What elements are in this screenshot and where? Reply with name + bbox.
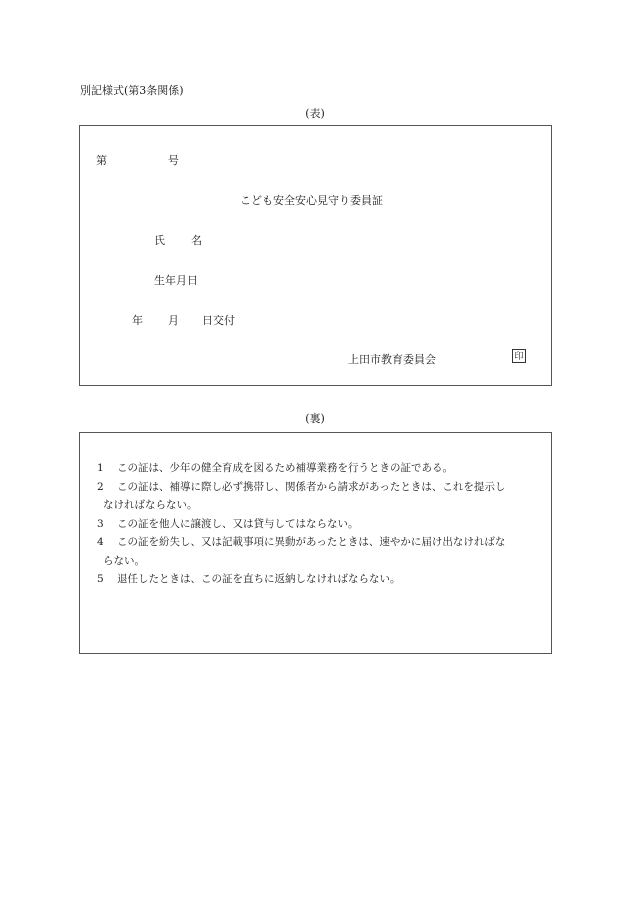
rule-number: 3 [97, 517, 104, 530]
rule-number: 4 [97, 536, 104, 548]
rule-text: 退任したときは、この証を直ちに返納しなければならない。 [117, 573, 401, 585]
rule-text-continued: なければならない。 [103, 499, 198, 511]
card-back [79, 432, 552, 654]
rule-number: 1 [97, 462, 104, 474]
back-side-label: (裏) [305, 412, 325, 425]
issue-month-label: 月 [168, 314, 179, 327]
rule-item [97, 478, 547, 515]
rule-item [97, 459, 547, 478]
issuer-name: 上田市教育委員会 [348, 353, 436, 366]
seal-stamp: 印 [512, 349, 526, 363]
rule-item [97, 533, 547, 570]
name-label-second: 名 [191, 234, 202, 247]
rule-number: 5 [97, 573, 104, 585]
birthdate-label: 生年月日 [154, 274, 198, 287]
rule-text: この証を他人に譲渡し、又は貸与してはならない。 [117, 517, 359, 530]
rule-text: この証は、少年の健全育成を図るため補導業務を行うときの証である。 [117, 462, 453, 474]
rule-number: 2 [97, 480, 104, 493]
card-title: こども安全安心見守り委員証 [240, 194, 383, 207]
front-side-label: (表) [305, 107, 325, 120]
rule-item [97, 515, 547, 534]
issue-year-label: 年 [132, 314, 143, 327]
rule-text-continued: らない。 [103, 554, 145, 567]
number-prefix: 第 [96, 154, 107, 167]
name-label-first: 氏 [154, 234, 165, 247]
rule-text: この証は、補導に際し必ず携帯し、関係者から請求があったときは、これを提示し [117, 480, 506, 493]
number-suffix: 号 [168, 154, 179, 167]
rule-text: この証を紛失し、又は記載事項に異動があったときは、速やかに届け出なければな [117, 536, 506, 548]
issue-day-label: 日交付 [202, 314, 235, 327]
card-front [79, 125, 552, 386]
form-title: 別記様式(第3条関係) [80, 84, 184, 97]
rule-item [97, 570, 547, 589]
rules-list [97, 459, 547, 589]
